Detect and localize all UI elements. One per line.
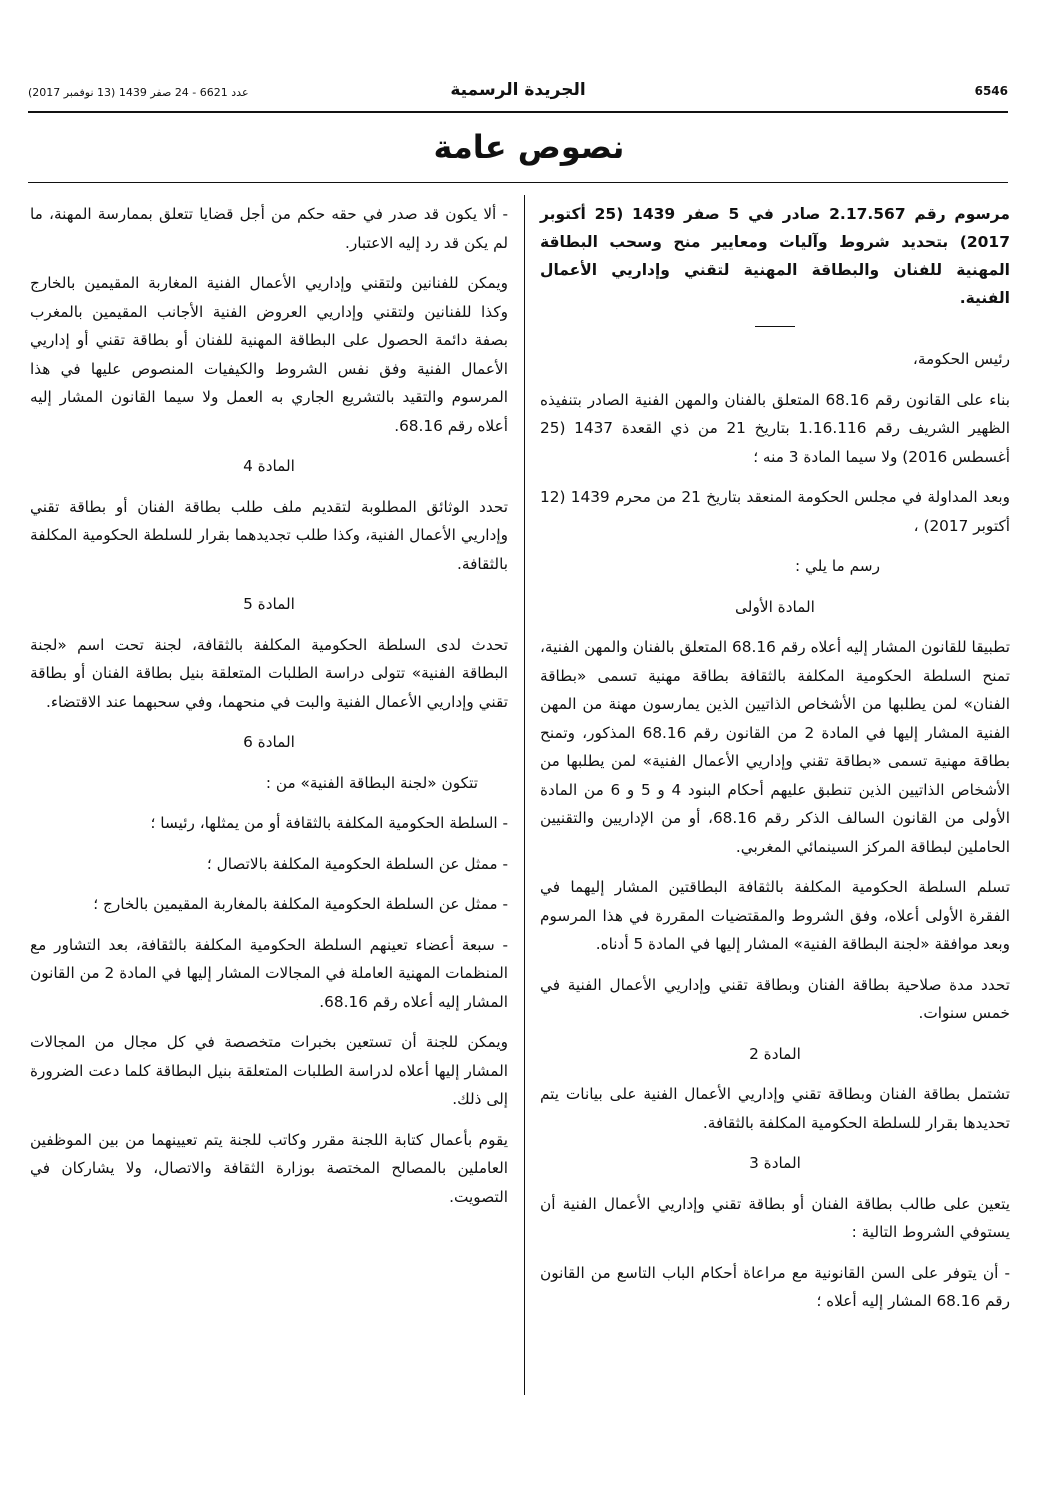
page-number: 6546 — [974, 84, 1008, 98]
head-of-government: رئيس الحكومة، — [912, 350, 1010, 368]
article-6-item-3: - ممثل عن السلطة الحكومية المكلفة بالمغاربة المقيمين بالخارج ؛ — [93, 895, 508, 913]
article-6-item-1: - السلطة الحكومية المكلفة بالثقافة أو من يمثلها، رئيسا ؛ — [150, 814, 508, 832]
page-header — [28, 80, 1008, 110]
issue-info: عدد 6621 - 24 صفر 1439 (13 نوفمبر 2017) — [28, 86, 249, 99]
article-6-title: المادة 6 — [243, 733, 295, 751]
article-1-paragraph-3: تحدد مدة صلاحية بطاقة الفنان وبطاقة تقني وإداريي الأعمال الفنية في خمس سنوات. — [540, 975, 1010, 1022]
article-5-paragraph-1: تحدث لدى السلطة الحكومية المكلفة بالثقافة، لجنة تحت اسم «لجنة البطاقة الفنية» تتولى دراسة الطلبات المتعلقة بنيل بطاقة الفنان أو بطاقة تقني وإداريي الأعمال الفنية والبت في منحهما، وفي سحبهما عند الاقتضاء. — [30, 635, 508, 711]
decreed-line: رسم ما يلي : — [794, 557, 880, 575]
article-1-paragraph-1: تطبيقا للقانون المشار إليه أعلاه رقم 68.16 المتعلق بالفنان والمهن الفنية، تمنح السلطة الحكومية المكلفة بالثقافة بطاقة مهنية تسمى «بطاقة الفنان» لمن يطلبها من الأشخاص الذاتيين الذين يمارسون مهنة من المهن الفنية المشار إليها في المادة 2 من القانون رقم 68.16 المذكور، وتمنح بطاقة مهنية تسمى «بطاقة تقني وإداريي الأعمال الفنية» لمن يطلبها من الأشخاص الذاتيين الذين تنطبق عليهم أحكام البنود 4 و 5 و 6 من المادة الأولى من القانون السالف الذكر رقم 68.16، أو من الإداريين والتقنيين الحاملين لبطاقة المركز السينمائي المغربي. — [540, 638, 1011, 856]
article-3-paragraph-1: يتعين على طالب بطاقة الفنان أو بطاقة تقني وإداريي الأعمال الفنية أن يستوفي الشروط التالية : — [540, 1194, 1010, 1241]
preamble-deliberation: وبعد المداولة في مجلس الحكومة المنعقد بتاريخ 21 من محرم 1439 (12 أكتوبر 2017) ، — [540, 488, 1010, 535]
gazette-title: الجريدة الرسمية — [450, 80, 586, 100]
title-separator — [755, 326, 795, 327]
residents-paragraph: ويمكن للفنانين ولتقني وإداريي الأعمال الفنية المغاربة المقيمين بالخارج وكذا للفنانين ولتقني وإداريي العروض الفنية الأجانب المقيمين بالمغرب بصفة دائمة الحصول على البطاقة المهنية للفنان أو بطاقة تقني أو إداريي الأعمال الفنية وفق نفس الشروط والكيفيات المنصوص عليها في هذا المرسوم والتقيد بالتشريع الجاري به العمل ولا سيما القانون المشار إليه أعلاه رقم 68.16. — [30, 274, 508, 435]
article-4-title: المادة 4 — [243, 457, 295, 475]
decree-title: مرسوم رقم 2.17.567 صادر في 5 صفر 1439 (25 أكتوبر 2017) بتحديد شروط وآليات ومعايير منح وسحب البطاقة المهنية للفنان والبطاقة المهنية لتقني وإداريي الأعمال الفنية. — [540, 205, 1010, 307]
article-1-title: المادة الأولى — [735, 597, 815, 616]
article-6-paragraph-2: ويمكن للجنة أن تستعين بخبرات متخصصة في كل مجال من المجالات المشار إليها أعلاه لدراسة الطلبات المتعلقة بنيل البطاقة كلما دعت الضرورة إلى ذلك. — [30, 1033, 508, 1108]
article-5-title: المادة 5 — [243, 595, 295, 613]
article-2-paragraph-1: تشتمل بطاقة الفنان وبطاقة تقني وإداريي الأعمال الفنية على بيانات يتم تحديدها بقرار للسلطة الحكومية المكلفة بالثقافة. — [540, 1085, 1010, 1132]
article-3-item-2: - ألا يكون قد صدر في حقه حكم من أجل قضايا تتعلق بممارسة المهنة، ما لم يكن قد رد إليه الاعتبار. — [30, 205, 508, 252]
preamble-law: بناء على القانون رقم 68.16 المتعلق بالفنان والمهن الفنية الصادر بتنفيذه الظهير الشريف رقم 1.16.116 بتاريخ 21 من ذي القعدة 1437 (25 أغسطس 2016) ولا سيما المادة 3 منه ؛ — [540, 390, 1010, 466]
article-6-item-2: - ممثل عن السلطة الحكومية المكلفة بالاتصال ؛ — [206, 854, 508, 873]
article-4-paragraph-1: تحدد الوثائق المطلوبة لتقديم ملف طلب بطاقة الفنان أو بطاقة تقني وإداريي الأعمال الفنية، وكذا طلب تجديدهما بقرار للسلطة الحكومية المكلفة بالثقافة. — [30, 497, 508, 573]
article-1-paragraph-2: تسلم السلطة الحكومية المكلفة بالثقافة البطاقتين المشار إليهما في الفقرة الأولى أعلاه، وفق الشروط والمقتضيات المقررة في هذا المرسوم وبعد موافقة «لجنة البطاقة الفنية» المشار إليها في المادة 5 أدناه. — [540, 878, 1010, 953]
left-column — [30, 200, 508, 1223]
article-3-title: المادة 3 — [749, 1154, 801, 1172]
article-3-item-1: - أن يتوفر على السن القانونية مع مراعاة أحكام الباب التاسع من القانون رقم 68.16 المشار إليه أعلاه ؛ — [540, 1263, 1010, 1310]
header-rule — [28, 111, 1008, 113]
right-column — [540, 200, 1010, 1328]
section-title: نصوص عامة — [433, 128, 625, 166]
section-rule — [28, 182, 1008, 183]
article-6-intro: تتكون «لجنة البطاقة الفنية» من : — [265, 773, 478, 792]
article-6-item-4: - سبعة أعضاء تعينهم السلطة الحكومية المكلفة بالثقافة، بعد التشاور مع المنظمات المهنية العاملة في المجالات المشار إليها في المادة 2 من القانون المشار إليه أعلاه رقم 68.16. — [30, 935, 508, 1011]
article-6-paragraph-3: يقوم بأعمال كتابة اللجنة مقرر وكاتب للجنة يتم تعيينهما من بين الموظفين العاملين بالمصالح المختصة بوزارة الثقافة والاتصال، ولا يشاركان في التصويت. — [30, 1130, 508, 1206]
column-divider — [524, 195, 525, 1395]
article-2-title: المادة 2 — [749, 1044, 801, 1063]
